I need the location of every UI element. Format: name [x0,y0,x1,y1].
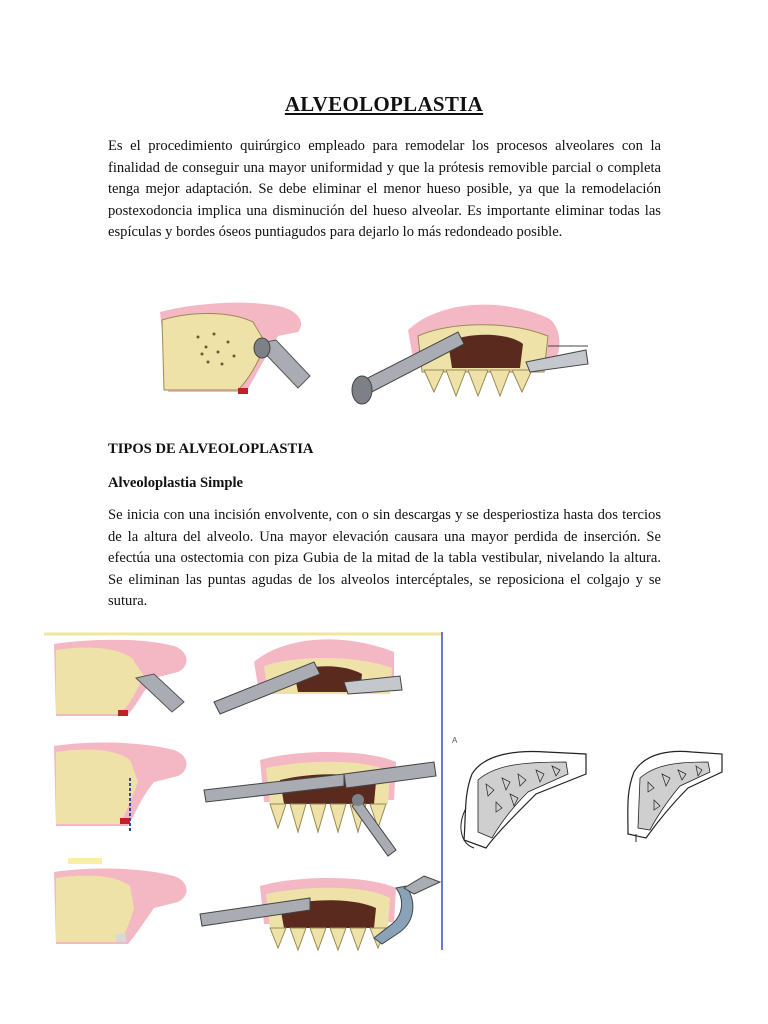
simple-paragraph: Se inicia con una incisión envolvente, con o sin descargas y se desperiostiza hasta dos tercios de la altura del alveolo. Una mayor elevación causara una mayor perdida de inserción. Se efectúa una ostectomia con piza Gubia de la mitad de la tabla vestibular, nivelando la altura. Se eliminan las puntas agudas de los alveolos intercéptales, se reposiciona el colgajo y se sutura. [108,507,661,609]
page-title: ALVEOLOPLASTIA [284,92,484,116]
step-3-side [54,869,187,944]
figure-panel-steps [44,632,444,950]
step-2-front [204,752,436,856]
illustration-side-view [158,292,318,402]
line-drawing-left [456,744,588,852]
line-drawing-right [612,744,724,844]
intro-paragraph: Es el procedimiento quirúrgico empleado para remodelar los procesos alveolares con la finalidad de conseguir una mayor uniformidad y que la prótesis removible parcial o completa tenga mejor adaptación. Se debe eliminar el menor hueso posible, ya que la remodelación postexodoncia implica una disminución del hueso alveolar. Es importante eliminar todas las espículas y bordes óseos puntiagudos para dejarlo lo más redondeado posible. [108,138,661,240]
step-1-side [54,640,187,716]
figure-label: A [452,736,458,745]
section-heading: TIPOS DE ALVEOLOPLASTIA [108,441,314,457]
step-3-front [200,876,440,950]
subsection-heading: Alveoloplastia Simple [108,475,243,491]
illustration-front-view [348,292,592,408]
step-2-side [54,743,187,832]
step-1-front [214,639,402,714]
